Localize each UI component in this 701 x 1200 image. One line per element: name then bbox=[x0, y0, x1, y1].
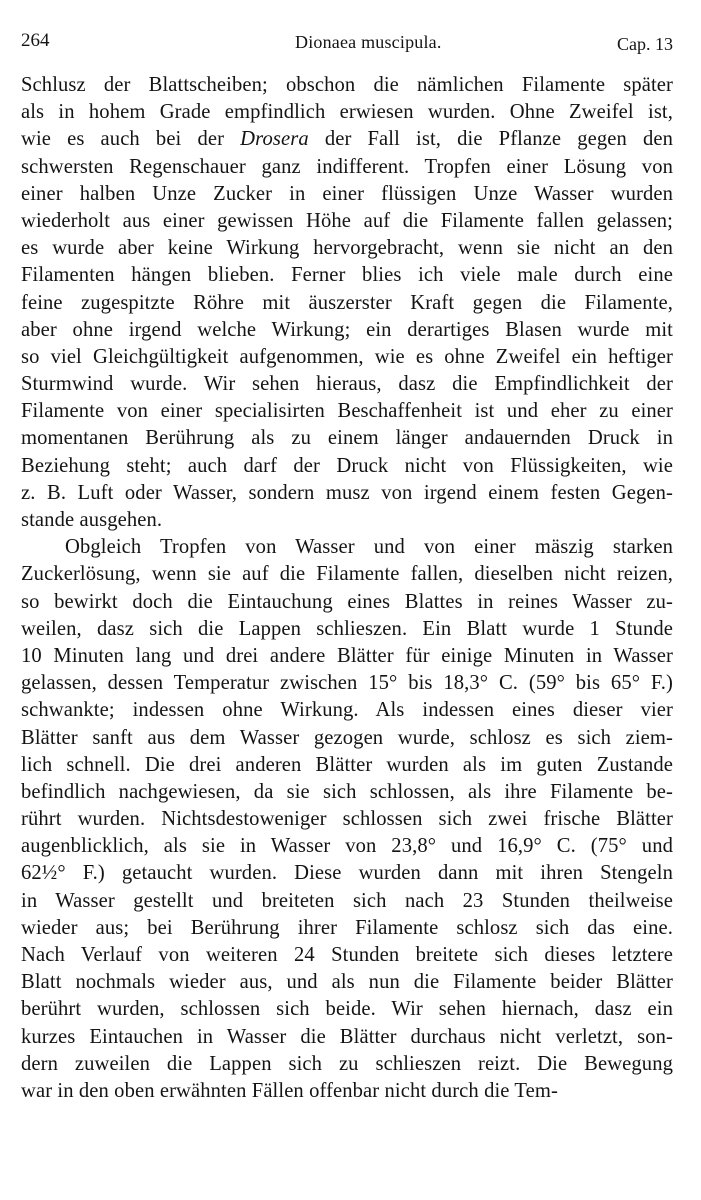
paragraph bbox=[21, 72, 673, 534]
text-line: weilen, dasz sich die Lappen schlieszen. Ein Blatt wurde 1 Stunde bbox=[21, 617, 673, 640]
text-line: Filamente von einer specialisirten Beschaffenheit ist und eher zu einer bbox=[21, 400, 673, 423]
text-line: einer halben Unze Zucker in einer flüssigen Unze Wasser wurden bbox=[21, 182, 673, 205]
text-line: schwankte; indessen ohne Wirkung. Als indessen eines dieser vier bbox=[21, 699, 673, 722]
text-line: kurzes Eintauchen in Wasser die Blätter durchaus nicht verletzt, son- bbox=[21, 1025, 673, 1048]
text-line: 10 Minuten lang und drei andere Blätter für einige Minuten in Wasser bbox=[21, 644, 673, 667]
page-number: 264 bbox=[21, 30, 50, 51]
text-line: 62½° F.) getaucht wurden. Diese wurden dann mit ihren Stengeln bbox=[21, 862, 673, 885]
text-line: wie es auch bei der Drosera der Fall ist, die Pflanze gegen den bbox=[21, 128, 673, 151]
text-line: Schlusz der Blattscheiben; obschon die nämlichen Filamente später bbox=[21, 74, 673, 96]
text-line: feine zugespitzte Röhre mit äuszerster Kraft gegen die Filamente, bbox=[21, 291, 673, 314]
text-line: momentanen Berührung als zu einem länger andauernden Druck in bbox=[21, 427, 673, 450]
text-line: berührt wurden, schlossen sich beide. Wir sehen hiernach, dasz ein bbox=[21, 998, 673, 1021]
text-line: so bewirkt doch die Eintauchung eines Blattes in reines Wasser zu- bbox=[21, 590, 673, 613]
text-line: Zuckerlösung, wenn sie auf die Filamente fallen, dieselben nicht reizen, bbox=[21, 563, 673, 586]
body-text bbox=[21, 72, 673, 1105]
text-line: Blätter sanft aus dem Wasser gezogen wurde, schlosz es sich ziem- bbox=[21, 726, 673, 749]
text-line: z. B. Luft oder Wasser, sondern musz von irgend einem festen Gegen- bbox=[21, 481, 673, 504]
text-line: stande ausgehen. bbox=[21, 509, 163, 531]
text-line: in Wasser gestellt und breiteten sich nach 23 Stunden theilweise bbox=[21, 889, 673, 912]
text-line: wieder aus; bei Berührung ihrer Filamente schlosz sich das eine. bbox=[21, 916, 673, 939]
text-line: Nach Verlauf von weiteren 24 Stunden breitete sich dieses letztere bbox=[21, 944, 673, 966]
text-line: schwersten Regenschauer ganz indifferent. Tropfen einer Lösung von bbox=[21, 155, 673, 178]
text-line: augenblicklich, als sie in Wasser von 23,8° und 16,9° C. (75° und bbox=[21, 835, 673, 858]
page-header bbox=[21, 30, 673, 60]
text-line: Filamenten hängen blieben. Ferner blies ich viele male durch eine bbox=[21, 264, 673, 287]
text-line: so viel Gleichgültigkeit aufgenommen, wie es ohne Zweifel ein heftiger bbox=[21, 345, 673, 368]
chapter-label: Cap. 13 bbox=[617, 34, 673, 54]
running-title: Dionaea muscipula. bbox=[295, 32, 442, 52]
text-line: befindlich nachgewiesen, da sie sich schlossen, als ihre Filamente be- bbox=[21, 780, 673, 803]
text-line: aber ohne irgend welche Wirkung; ein derartiges Blasen wurde mit bbox=[21, 318, 673, 341]
text-line: rührt wurden. Nichtsdestoweniger schlossen sich zwei frische Blätter bbox=[21, 808, 673, 831]
text-line: es wurde aber keine Wirkung hervorgebracht, wenn sie nicht an den bbox=[21, 237, 673, 260]
text-line: gelassen, dessen Temperatur zwischen 15° bis 18,3° C. (59° bis 65° F.) bbox=[21, 672, 673, 695]
text-line: als in hohem Grade empfindlich erwiesen wurden. Ohne Zweifel ist, bbox=[21, 101, 673, 124]
text-line: Blatt nochmals wieder aus, und als nun die Filamente beider Blätter bbox=[21, 971, 673, 994]
text-line: Beziehung steht; auch darf der Druck nicht von Flüssigkeiten, wie bbox=[21, 454, 673, 477]
text-line: wiederholt aus einer gewissen Höhe auf die Filamente fallen gelassen; bbox=[21, 209, 673, 232]
text-line: war in den oben erwähnten Fällen offenbar nicht durch die Tem- bbox=[21, 1079, 558, 1102]
paragraph bbox=[21, 534, 673, 1105]
text-line: dern zuweilen die Lappen sich zu schlieszen reizt. Die Bewegung bbox=[21, 1052, 673, 1075]
text-line: Obgleich Tropfen von Wasser und von einer mäszig starken bbox=[65, 536, 673, 559]
text-line: lich schnell. Die drei anderen Blätter wurden als im guten Zustande bbox=[21, 753, 673, 776]
text-line: Sturmwind wurde. Wir sehen hieraus, dasz die Empfindlichkeit der bbox=[21, 373, 673, 396]
